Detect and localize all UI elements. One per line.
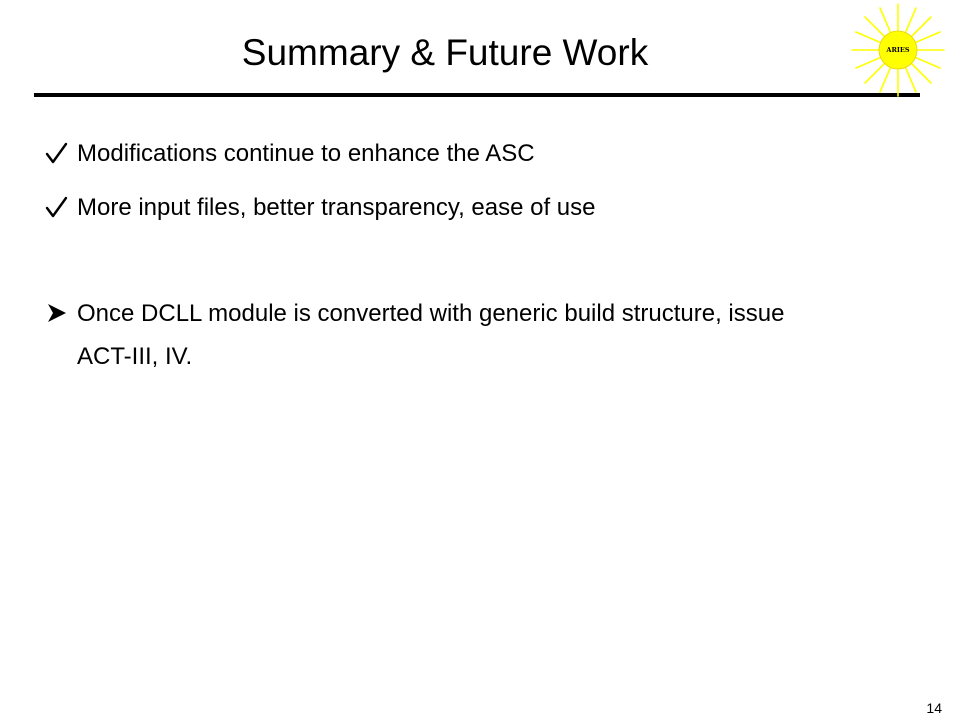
bullet-text: Modifications continue to enhance the ASC bbox=[77, 140, 535, 167]
checkmark-icon bbox=[44, 132, 70, 175]
aries-logo bbox=[850, 2, 946, 98]
page-number: 14 bbox=[926, 700, 942, 716]
sun-icon bbox=[850, 2, 946, 98]
bullet-text: Once DCLL module is converted with generic build structure, issue ACT-III, IV. bbox=[77, 300, 785, 370]
checkmark-icon bbox=[44, 186, 70, 229]
slide-title: Summary & Future Work bbox=[241, 32, 649, 73]
bullet-text: More input files, better transparency, ease of use bbox=[77, 194, 596, 221]
bullet-item bbox=[44, 292, 827, 378]
bullet-item bbox=[44, 186, 827, 229]
arrowhead-icon bbox=[44, 292, 70, 335]
bullet-item bbox=[44, 132, 827, 175]
title-underline-divider bbox=[34, 93, 920, 97]
logo-text: ARIES bbox=[886, 46, 910, 54]
